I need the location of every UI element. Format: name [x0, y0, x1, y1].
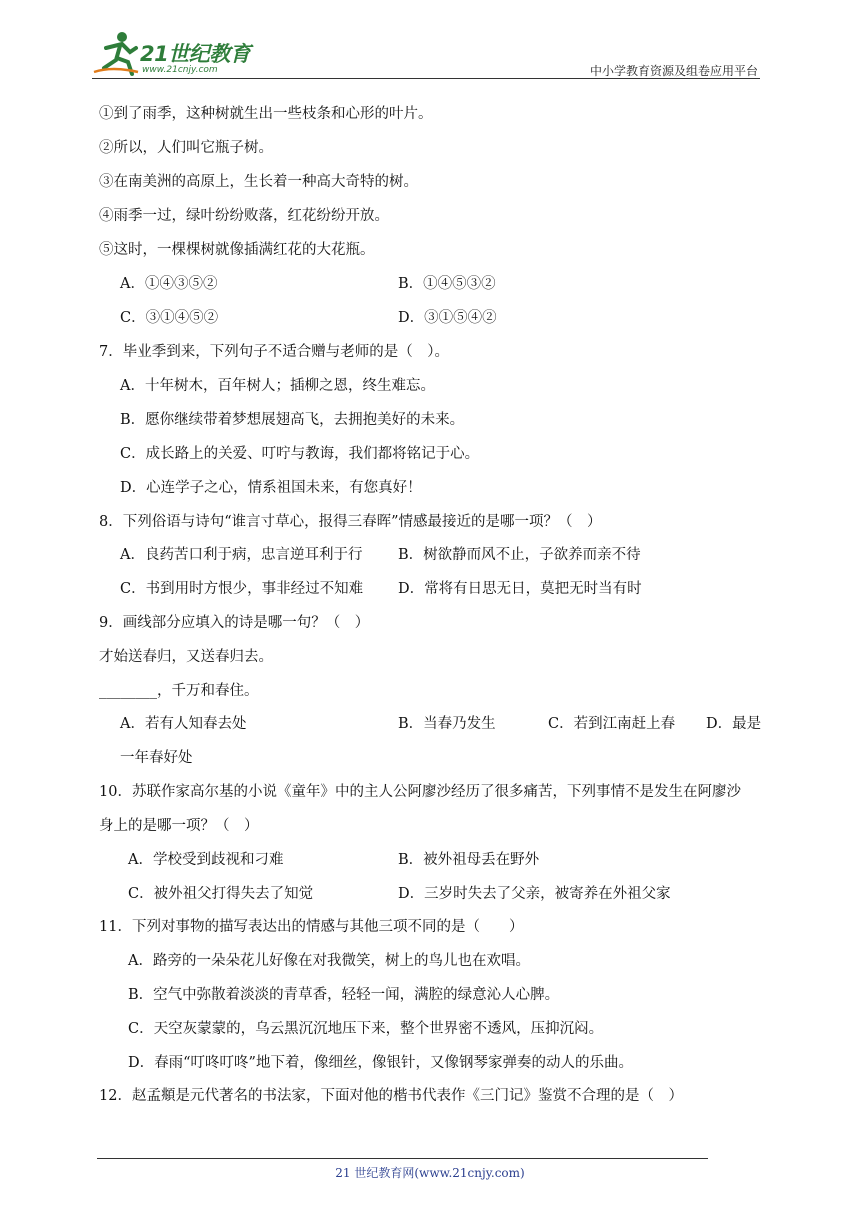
q10-option-c[interactable]: C．被外祖父打得失去了知觉 — [128, 886, 314, 902]
q10-stem-line-1: 10．苏联作家高尔基的小说《童年》中的主人公阿廖沙经历了很多痛苦，下列事情不是发生在阿廖沙 — [99, 784, 741, 800]
logo-text: 21世纪教育 — [140, 42, 251, 66]
header-tagline: 中小学教育资源及组卷应用平台 — [589, 64, 758, 78]
q10-option-b[interactable]: B．被外祖母丢在野外 — [398, 852, 540, 868]
q8-option-a[interactable]: A．良药苦口利于病，忠言逆耳利于行 — [120, 547, 363, 563]
q9-option-c[interactable]: C．若到江南赶上春 — [548, 716, 676, 732]
q10-option-d[interactable]: D．三岁时失去了父亲，被寄养在外祖父家 — [398, 886, 671, 902]
q11-option-a[interactable]: A．路旁的一朵朵花儿好像在对我微笑，树上的鸟儿也在欢唱。 — [128, 953, 530, 969]
page-header — [92, 28, 760, 80]
site-logo — [92, 28, 262, 80]
q11-option-d[interactable]: D．春雨“叮咚叮咚”地下着，像细丝，像银针，又像钢琴家弹奏的动人的乐曲。 — [128, 1055, 633, 1071]
q12-stem: 12．赵孟頫是元代著名的书法家，下面对他的楷书代表作《三门记》鉴赏不合理的是（ ） — [99, 1088, 683, 1104]
q9-poem-line-1: 才始送春归，又送春归去。 — [99, 649, 273, 665]
q11-option-c[interactable]: C．天空灰蒙蒙的，乌云黑沉沉地压下来，整个世界密不透风，压抑沉闷。 — [128, 1021, 604, 1037]
q9-stem: 9．画线部分应填入的诗是哪一句？（ ） — [99, 615, 370, 631]
header-divider — [92, 78, 760, 79]
q6-sentence-5: ⑤这时，一棵棵树就像插满红花的大花瓶。 — [99, 242, 375, 258]
q8-option-b[interactable]: B．树欲静而风不止，子欲养而亲不待 — [398, 547, 641, 563]
q6-sentence-4: ④雨季一过，绿叶纷纷败落，红花纷纷开放。 — [99, 208, 389, 224]
q8-option-c[interactable]: C．书到用时方恨少，事非经过不知难 — [120, 581, 364, 597]
q10-option-a[interactable]: A．学校受到歧视和刁难 — [128, 852, 284, 868]
q9-option-d[interactable]: D．最是 — [706, 716, 762, 732]
q6-sentence-3: ③在南美洲的高原上，生长着一种高大奇特的树。 — [99, 174, 418, 190]
q8-option-d[interactable]: D．常将有日思无日，莫把无时当有时 — [398, 581, 642, 597]
q6-option-c[interactable]: C．③①④⑤② — [120, 310, 219, 326]
page-footer: 21 世纪教育网(www.21cnjy.com) — [335, 1166, 525, 1180]
q7-option-d[interactable]: D．心连学子之心，情系祖国未来，有您真好！ — [120, 480, 422, 496]
q6-option-a[interactable]: A．①④③⑤② — [120, 276, 218, 292]
q7-option-b[interactable]: B．愿你继续带着梦想展翅高飞，去拥抱美好的未来。 — [120, 412, 465, 428]
q7-stem: 7．毕业季到来，下列句子不适合赠与老师的是（ ）。 — [99, 344, 449, 360]
q7-option-a[interactable]: A．十年树木，百年树人；插柳之恩，终生难忘。 — [120, 378, 435, 394]
q11-stem: 11．下列对事物的描写表达出的情感与其他三项不同的是（ ） — [99, 919, 524, 935]
footer-divider — [97, 1158, 708, 1159]
q6-option-d[interactable]: D．③①⑤④② — [398, 310, 497, 326]
q9-option-a[interactable]: A．若有人知春去处 — [120, 716, 247, 732]
q10-stem-line-2: 身上的是哪一项？（ ） — [99, 818, 259, 834]
q9-option-d-continued: 一年春好处 — [120, 750, 193, 766]
q11-option-b[interactable]: B．空气中弥散着淡淡的青草香，轻轻一闻，满腔的绿意沁人心脾。 — [128, 987, 560, 1003]
q8-stem: 8．下列俗语与诗句“谁言寸草心，报得三春晖”情感最接近的是哪一项？（ ） — [99, 514, 602, 530]
q9-option-b[interactable]: B．当春乃发生 — [398, 716, 496, 732]
q6-sentence-2: ②所以，人们叫它瓶子树。 — [99, 140, 273, 156]
q6-sentence-1: ①到了雨季，这种树就生出一些枝条和心形的叶片。 — [99, 106, 433, 122]
q7-option-c[interactable]: C．成长路上的关爱、叮咛与教诲，我们都将铭记于心。 — [120, 446, 480, 462]
q9-poem-line-2: ________，千万和春住。 — [99, 683, 259, 699]
q6-option-b[interactable]: B．①④⑤③② — [398, 276, 496, 292]
runner-logo-icon — [92, 28, 142, 78]
logo-url: www.21cnjy.com — [142, 65, 218, 75]
